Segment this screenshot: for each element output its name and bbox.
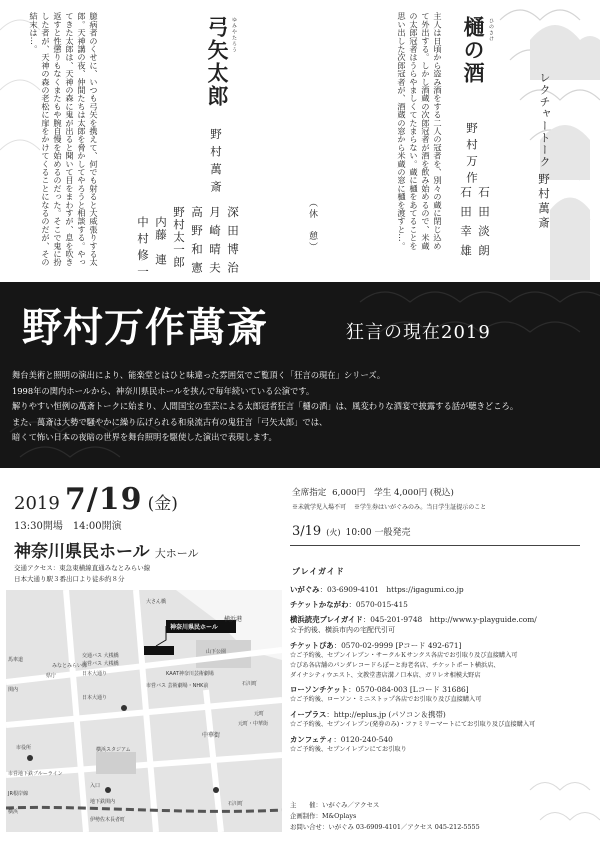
- playguide-entry-pia: [290, 640, 596, 680]
- playguide-info: ：0120-240-540: [333, 734, 393, 744]
- map-label-ishikawacho: 石川町: [228, 801, 244, 807]
- event-times: 13:30開場 14:00開演: [14, 521, 122, 532]
- intermission-label: （休 憩）: [307, 198, 317, 253]
- event-date: [14, 482, 178, 517]
- playguide-info: ：03-6909-4101 https://igagumi.co.jp: [319, 585, 464, 594]
- yumiya-cast-4: 野村太一郎: [172, 206, 186, 269]
- map-label-nihon-odori: 日本大通り: [82, 671, 108, 677]
- playguide-name: イープラス: [290, 709, 327, 719]
- credit-organizer: 主 催：いがぐみ／アクセス: [290, 801, 380, 809]
- hinosake-cast-1: 石田淡朗: [477, 186, 491, 264]
- title-banner: [0, 282, 600, 468]
- map-label-yokohama-port: 横浜港: [224, 616, 243, 623]
- playguide-note: ☆ご予約後、セブンイレブン(発券のみ)・ファミリーマートにてお引取り及び直接購入可: [290, 720, 536, 728]
- playguide-name: カンフェティ: [290, 734, 334, 744]
- playguide-note: ☆予約後、横浜市内の宅配代引可: [290, 626, 395, 635]
- playguide-entry-eplus: [290, 709, 596, 730]
- access-line-2: 日本大通り駅３番出口より徒歩約８分: [14, 575, 125, 583]
- playguide-entry-yomiuri: [290, 614, 596, 636]
- hinosake-cast-2: 石田幸雄: [459, 186, 473, 264]
- map-label-yokohama: 横浜: [8, 809, 19, 815]
- playguide-info: ：0570-02-9999 [Pコード 492-671]: [333, 641, 462, 651]
- playguide-name: ローソンチケット: [290, 685, 349, 695]
- playguide-heading: プレイガイド: [292, 567, 345, 576]
- playguide-entry-igagumi: [290, 584, 596, 595]
- map-label-subway-kannai: 地下鉄関内: [90, 799, 116, 805]
- yumiya-author: 野村萬斎: [209, 128, 223, 198]
- map-label-motomachi-chukagai: 元町・中華街: [238, 721, 269, 727]
- lecture-speaker: 野村萬斎: [537, 173, 551, 231]
- hinosake-synopsis: [360, 12, 444, 254]
- hinosake-synopsis-text: 主人は日頃から盗み酒をする二人の冠者を、別々の蔵に閉じ込めて外出する。しかし酒蔵の次郎冠者が酒を飲み始めるので、米蔵の太郎冠者はうらやましくてたまらない。蔵に樋をあてることを思い出した次郎冠者が、酒蔵の窓から米蔵の窓に樋を渡すと…。: [397, 12, 443, 250]
- price-general: 6,000円: [332, 488, 366, 498]
- yumiya-ruby: ゆみやたろう: [231, 17, 237, 53]
- sale-info: [292, 520, 410, 539]
- map-label-bus-osanbashi-2: 市営バス 大桟橋: [82, 661, 119, 667]
- map-label-entrance: 入口: [90, 783, 101, 789]
- venue-map: [6, 590, 282, 832]
- map-label-stadium: 横浜スタジアム: [96, 747, 131, 753]
- note-student: ※学生券はいがぐみのみ。当日学生証提示のこと: [353, 504, 487, 511]
- map-label-kencho: 県庁: [46, 673, 57, 679]
- map-label-venue: 神奈川県民ホール: [170, 624, 218, 631]
- banner-description: [12, 368, 596, 446]
- yumiya-synopsis-text: 臆病者のくせに、いつも弓矢を携えて、何でも射ると大威張りする太郎。天神講の夜、仲間たちは太郎を脅かしてやろうと相談する。やってきた太郎は、天神の森に鬼が出ると聞いて目をまわすが、息を吹き返すと性懲りもなくまたもや腕自慢を始めるのだった。そこで鬼に扮した者が、天神の森の老松に扉をかけてくることになるのだが、その結末は…。: [29, 12, 99, 267]
- banner-subtitle: 狂言の現在2019: [346, 322, 491, 343]
- playguide-note: ☆ご予約後、セブンイレブン・サークルＫサンクス各店でお引取り及び直接購入可: [290, 652, 518, 660]
- event-weekday: (金): [147, 494, 178, 514]
- map-label-minatomirai-line: みなとみらい線: [52, 663, 88, 669]
- divider: [290, 545, 580, 546]
- price-label: 全席指定: [292, 488, 327, 498]
- sale-weekday: (火): [326, 528, 341, 537]
- venue: [14, 537, 199, 562]
- playguide-entry-ticket-kanagawa: [290, 599, 596, 610]
- note-children: ※未就学児入場不可: [292, 504, 347, 511]
- playguide-info: ：0570-084-003 [Lコード 31686]: [348, 685, 469, 695]
- yumiya-cast-2: 月崎晴夫: [208, 206, 222, 280]
- event-day: 7/19: [64, 482, 143, 517]
- sale-time: 10:00 一般発売: [345, 528, 411, 538]
- playguide-name: いがぐみ: [290, 585, 320, 594]
- yumiya-cast-1: 深田博治: [226, 206, 240, 280]
- map-label-ishikawacho-top: 石川町: [242, 681, 258, 687]
- playguide-note: ☆ご予約後、ローソン・ミニストップ各店でお引取り及び直接購入可: [290, 696, 482, 704]
- map-label-kannai: 関内: [8, 687, 19, 693]
- playguide-name: チケットぴあ: [290, 641, 334, 651]
- playguide-note: ☆ご予約後、セブンイレブンにてお引取り: [290, 745, 407, 753]
- sale-date: 3/19: [292, 524, 322, 539]
- banner-paragraph: 1998年の関内ホールから、神奈川県民ホールを挟んで毎年続いている公演です。: [12, 385, 315, 396]
- program-section: [0, 0, 600, 282]
- map-label-city-hall: 市役所: [16, 745, 32, 751]
- credit-production: 企画制作：M&Oplays: [290, 811, 357, 820]
- credits: [290, 800, 480, 833]
- map-label-blue-line: 市営地下鉄ブルーライン: [8, 771, 63, 777]
- playguide-note: ☆ぴあ各店舗のパンダレコードらぽーと海老名店、チケットポート横浜店、: [290, 661, 500, 669]
- map-drawing: [6, 590, 282, 832]
- map-label-jr-line: JR根岸線: [8, 791, 28, 797]
- playguide-entry-confetti: [290, 734, 596, 755]
- map-label-osanbashi: 大さん橋: [146, 599, 167, 605]
- map-label-isezakichojamachi: 伊勢佐木長者町: [90, 817, 126, 823]
- playguide-name: 横浜読売プレイガイド: [290, 615, 363, 625]
- hinosake-ruby: ひのさけ: [488, 18, 494, 42]
- lecture-label: レクチャートーク: [538, 72, 551, 168]
- event-year: 2019: [14, 493, 60, 514]
- venue-name: 神奈川県民ホール: [14, 542, 150, 562]
- banner-paragraph: 舞台美術と照明の演出により、能楽堂とはひと味違った雰囲気でご覧頂く「狂言の現在」シリーズ。: [12, 370, 386, 380]
- venue-hall: 大ホール: [154, 547, 199, 560]
- price-student: 学生 4,000円: [374, 488, 428, 498]
- credit-contact: お問い合せ：いがぐみ 03-6909-4101／アクセス 045-212-5555: [290, 822, 480, 831]
- yumiya-title: 弓矢太郎: [205, 16, 230, 108]
- access-line-1: 交通アクセス：東急東横線直通みなとみらい線: [14, 564, 151, 572]
- playguide-info: ：0570-015-415: [348, 600, 408, 610]
- playguide-info: ：http://eplus.jp (パソコン＆携帯): [326, 709, 446, 719]
- playguide-note: ダイナシティウエスト、文教堂書店溝ノ口本店、ガリレオ相模大野店: [290, 671, 481, 679]
- banner-paragraph: また、萬斎は大勢で騒やかに繰り広げられる和泉流古有の鬼狂言「弓矢太郎」では、: [12, 416, 328, 427]
- ticket-price: [292, 486, 454, 498]
- map-label-bus-osanbashi-1: 交通バス 大桟橋: [82, 653, 119, 659]
- map-label-bus-nhk: 市営バス 芸術劇場・NHK前: [146, 683, 209, 689]
- hinosake-title: 樋の酒: [461, 16, 486, 85]
- wave-pattern-bottom-right: [520, 760, 600, 849]
- yumiya-cast-5: 内藤 連: [154, 216, 168, 266]
- hinosake-author: 野村万作: [465, 122, 479, 188]
- banner-title: 野村万作萬斎: [22, 304, 268, 351]
- yumiya-synopsis: [2, 12, 100, 274]
- playguide-info: ：045-201-9748 http://www.y-playguide.com/: [362, 615, 537, 625]
- map-label-bashamichi: 馬車道: [8, 657, 24, 663]
- map-label-nihon-odori-2: 日本大通り: [82, 695, 108, 701]
- map-label-chukagai: 中華街: [202, 732, 221, 739]
- ticket-notes: [292, 502, 486, 511]
- yumiya-cast-6: 中村修一: [136, 216, 150, 282]
- yumiya-cast-3: 高野和憲: [190, 206, 204, 280]
- map-label-kaat: KAAT神奈川芸術劇場: [166, 671, 214, 677]
- playguide-entry-lawson: [290, 684, 596, 705]
- price-tax: (税込): [429, 488, 454, 498]
- map-label-yamashita-park: 山下公園: [206, 649, 227, 655]
- banner-paragraph: 暗くて怖い日本の夜暗の世界を舞台照明を駆使した演出で表現します。: [12, 432, 277, 442]
- map-label-motomachi: 元町: [254, 711, 265, 717]
- banner-paragraph: 解りやすい恒例の萬斎トークに始まり、人間国宝の至芸による太郎冠者狂言「樋の酒」は、風変わりな酒宴で披露する話が聴きどころ。: [12, 401, 519, 411]
- playguide-list: [290, 584, 596, 758]
- playguide-name: チケットかながわ: [290, 600, 349, 610]
